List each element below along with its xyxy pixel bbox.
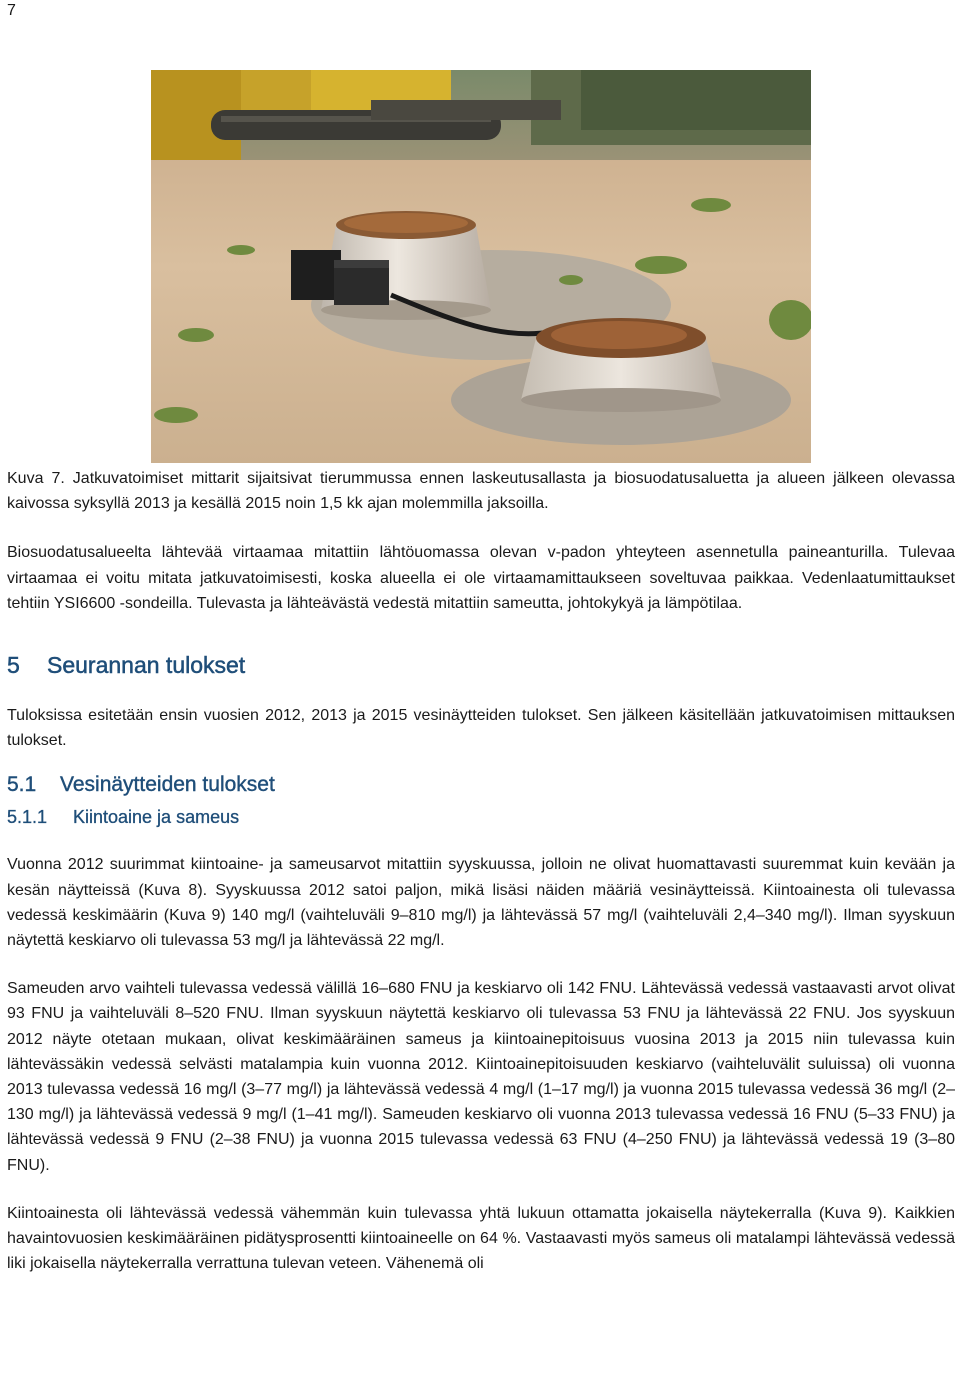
section-heading [7,652,955,679]
photo-manholes [151,70,811,463]
document-body [7,466,955,1276]
subsubsection-title: Kiintoaine ja sameus [73,807,240,828]
subsection-number: 5.1 [7,773,37,797]
section-number: 5 [7,652,20,679]
paragraph: Biosuodatusalueelta lähtevää virtaamaa mitattiin lähtöuomassa olevan v-padon yhteyteen asennetulla paineanturilla. Tulevaa virtaamaa ei voitu mitata jatkuvatoimisesti, koska alueella ei ole virtaamamittaukseen soveltuvaa paikkaa. Vedenlaatumittaukset tehtiin YSI6600 -sondeilla. Tulevasta ja lähteävästä vedestä mitattiin sameutta, johtokykyä ja lämpötilaa. [7,544,955,612]
paragraph: Sameuden arvo vaihteli tulevassa vedessä välillä 16–680 FNU ja keskiarvo oli 142 FNU. Lähtevässä vedessä vastaavasti arvot olivat 93 FNU ja vaihteluväli 8–520 FNU. Ilman syyskuun näytettä keskiarvo oli tulevassa 53 FNU ja lähtevässä 22 FNU. Jos syyskuun 2012 näyte otetaan mukaan, olivat keskimääräinen sameus ja kiintoainepitoisuus vuosina 2013 ja 2015 niin tulevassa kuin lähtevässäkin vedessä selvästi matalampia kuin vuonna 2012. Kiintoainepitoisuuden keskiarvo (vaihteluvälit suluissa) oli vuonna 2013 tulevassa vedessä 16 mg/l (3–77 mg/l) ja lähtevässä vedessä 4 mg/l (1–17 mg/l) ja vuonna 2015 tulevassa vedessä 36 mg/l (2–130 mg/l) ja lähtevässä vedessä 9 mg/l (1–41 mg/l). Sameuden keskiarvo oli vuonna 2013 tulevassa vedessä 16 FNU (5–33 FNU) ja lähtevässä vedessä 9 FNU (2–38 FNU) ja vuonna 2015 tulevassa vedessä 63 FNU (4–250 FNU) ja lähtevässä vedessä 19 (3–80 FNU). [7,980,955,1174]
paragraph: Kiintoainesta oli lähtevässä vedessä vähemmän kuin tulevassa yhtä lukuun ottamatta jokaisella näytekerralla (Kuva 9). Kaikkien havaintovuosien keskimääräinen pidätysprosentti kiintoaineelle on 64 %. Vastaavasti myös sameus oli matalampi lähtevässä vedessä liki jokaisella näytekerralla verrattuna tulevan veteen. Vähenemä oli [7,1204,955,1273]
subsection-heading [7,773,955,797]
section-title: Seurannan tulokset [47,652,246,679]
subsection-title: Vesinäytteiden tulokset [60,773,275,797]
paragraph: Vuonna 2012 suurimmat kiintoaine- ja sameusarvot mitattiin syyskuussa, jolloin ne olivat huomattavasti suuremmat kuin kevään ja kesän näytteissä (Kuva 8). Syyskuussa 2012 satoi paljon, mikä lisäsi näiden määriä vesinäytteissä. Kiintoainesta oli tulevassa vedessä keskimäärin (Kuva 9) 140 mg/l (vaihteluväli 9–810 mg/l) ja lähtevässä 57 mg/l (vaihteluväli 2,4–340 mg/l). Ilman syyskuun näytettä keskiarvo oli tulevassa 53 mg/l ja lähtevässä 22 mg/l. [7,856,955,950]
subsubsection-heading [7,807,955,828]
paragraph: Tuloksissa esitetään ensin vuosien 2012, 2013 ja 2015 vesinäytteiden tulokset. Sen jälkeen käsitellään jatkuvatoimisen mittauksen tulokset. [7,707,955,750]
figure-caption: Kuva 7. Jatkuvatoimiset mittarit sijaitsivat tierummussa ennen laskeutusallasta ja biosuodatusaluetta ja alueen jälkeen olevassa kaivossa syksyllä 2013 ja kesällä 2015 noin 1,5 kk ajan molemmilla jaksoilla. [7,470,955,513]
page-number: 7 [7,2,16,19]
subsubsection-number: 5.1.1 [7,807,48,828]
